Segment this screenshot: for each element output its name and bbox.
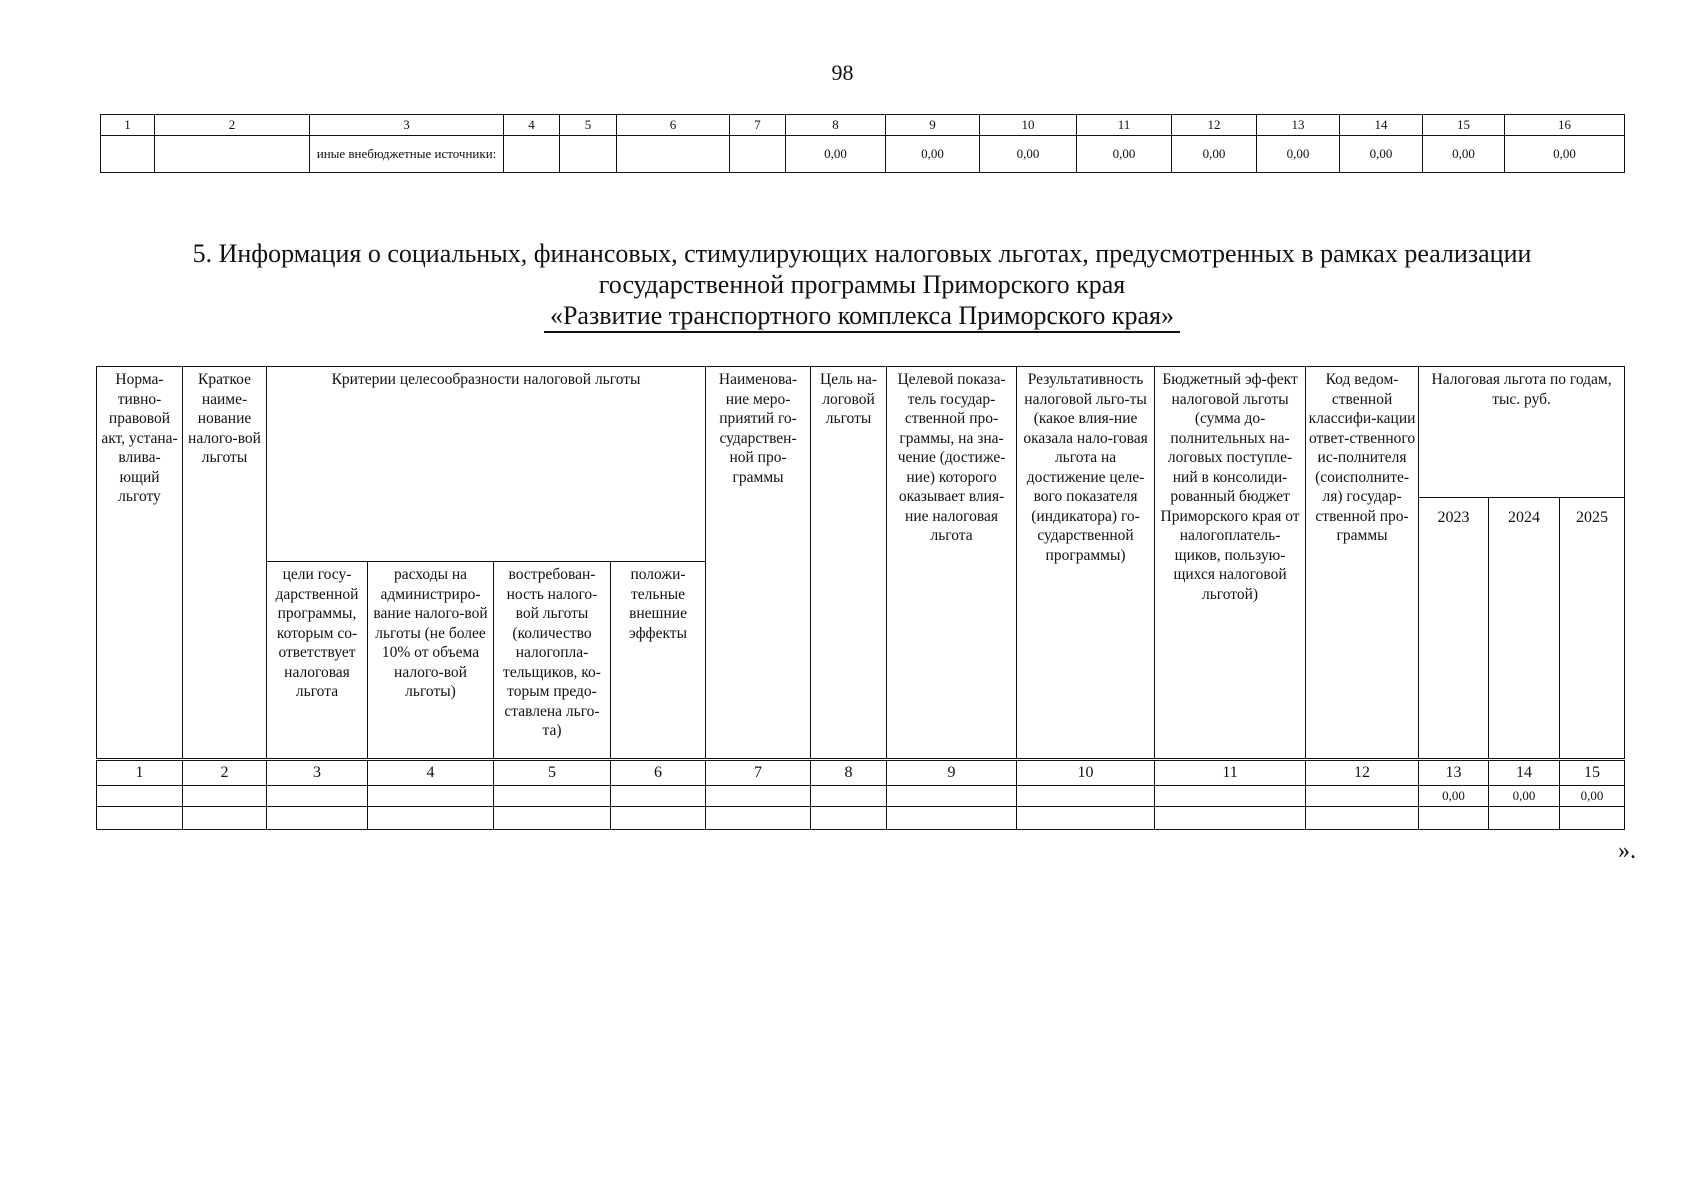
table-row (97, 807, 1625, 830)
empty-cell (97, 786, 183, 807)
col-num: 13 (1257, 115, 1340, 136)
column-number-row (101, 115, 1625, 136)
header-budget-effect: Бюджетный эф-фект налоговой льготы (сумма до-полнительных на-логовых поступле-ний в консолиди-рованный бюджет Приморского края от налогоплатель-щиков, пользую-щихся налоговой льготой) (1155, 367, 1306, 760)
header-year: 2025 (1560, 498, 1625, 760)
col-num: 13 (1419, 760, 1489, 786)
col-num: 15 (1560, 760, 1625, 786)
header-benefit-name: Краткое наиме-нование налого-вой льготы (183, 367, 267, 760)
col-num: 6 (617, 115, 730, 136)
col-num: 4 (368, 760, 494, 786)
source-label: иные внебюджетные источники: (310, 136, 504, 173)
header-row-1 (97, 367, 1625, 498)
col-num: 1 (101, 115, 155, 136)
column-number-row (97, 760, 1625, 786)
empty-cell (494, 786, 611, 807)
header-program-activities: Наименова-ние меро-приятий го-сударствен-ной про-граммы (706, 367, 811, 760)
heading-line-2: государственной программы Приморского края (598, 270, 1126, 299)
value-cell: 0,00 (1340, 136, 1423, 173)
header-demand: востребован-ность налого-вой льготы (количество налогопла-тельщиков, ко-торым предо-ставлена льго-та) (494, 562, 611, 760)
header-years-group: Налоговая льгота по годам, тыс. руб. (1419, 367, 1625, 498)
empty-cell (1017, 786, 1155, 807)
col-num: 14 (1489, 760, 1560, 786)
empty-cell (494, 807, 611, 830)
empty-cell (1306, 807, 1419, 830)
col-num: 2 (155, 115, 310, 136)
value-cell: 0,00 (1172, 136, 1257, 173)
empty-cell (1155, 807, 1306, 830)
empty-cell (183, 807, 267, 830)
col-num: 12 (1306, 760, 1419, 786)
value-cell: 0,00 (1423, 136, 1505, 173)
col-num: 14 (1340, 115, 1423, 136)
col-num: 1 (97, 760, 183, 786)
header-department-code: Код ведом-ственной классифи-кации ответ-ственного ис-полнителя (соисполните-ля) государ-ственной про-граммы (1306, 367, 1419, 760)
header-external-effects: положи-тельные внешние эффекты (611, 562, 706, 760)
empty-cell (368, 807, 494, 830)
heading-line-1: 5. Информация о социальных, финансовых, стимулирующих налоговых льготах, предусмотренных в рамках реализации (192, 239, 1532, 268)
col-num: 5 (494, 760, 611, 786)
value-cell: 0,00 (1560, 786, 1625, 807)
empty-cell (617, 136, 730, 173)
empty-cell (887, 807, 1017, 830)
page-number: 98 (831, 60, 854, 85)
col-num: 2 (183, 760, 267, 786)
empty-cell (368, 786, 494, 807)
header-year: 2023 (1419, 498, 1489, 760)
value-cell: 0,00 (786, 136, 886, 173)
empty-cell (811, 786, 887, 807)
col-num: 11 (1155, 760, 1306, 786)
col-num: 4 (504, 115, 560, 136)
value-cell: 0,00 (980, 136, 1077, 173)
value-cell: 0,00 (1419, 786, 1489, 807)
value-cell: 0,00 (886, 136, 980, 173)
header-normative-act: Норма-тивно-правовой акт, устана-влива-ющий льготу (97, 367, 183, 760)
closing-quote-mark: ». (1618, 838, 1636, 864)
header-effectiveness: Результативность налоговой льго-ты (какое влия-ние оказала нало-говая льгота на достижение целе-вого показателя (индикатора) го-сударственной программы) (1017, 367, 1155, 760)
col-num: 11 (1077, 115, 1172, 136)
col-num: 16 (1505, 115, 1625, 136)
header-target-indicator: Целевой показа-тель государ-ственной про-граммы, на зна-чение (достиже-ние) которого оказывает влия-ние налоговая льгота (887, 367, 1017, 760)
empty-cell (1155, 786, 1306, 807)
empty-cell (1560, 807, 1625, 830)
empty-cell (811, 807, 887, 830)
col-num: 12 (1172, 115, 1257, 136)
empty-cell (1489, 807, 1560, 830)
empty-cell (706, 786, 811, 807)
section-heading (100, 238, 1624, 333)
header-year: 2024 (1489, 498, 1560, 760)
empty-cell (560, 136, 617, 173)
col-num: 8 (786, 115, 886, 136)
col-num: 3 (267, 760, 368, 786)
table-row (97, 786, 1625, 807)
col-num: 9 (887, 760, 1017, 786)
value-cell: 0,00 (1489, 786, 1560, 807)
heading-program-title: «Развитие транспортного комплекса Приморского края» (544, 300, 1180, 333)
empty-cell (267, 786, 368, 807)
empty-cell (155, 136, 310, 173)
col-num: 8 (811, 760, 887, 786)
col-num: 7 (730, 115, 786, 136)
header-program-goals: цели госу-дарственной программы, которым со-ответствует налоговая льгота (267, 562, 368, 760)
empty-cell (887, 786, 1017, 807)
empty-cell (1419, 807, 1489, 830)
col-num: 5 (560, 115, 617, 136)
empty-cell (267, 807, 368, 830)
col-num: 9 (886, 115, 980, 136)
empty-cell (97, 807, 183, 830)
empty-cell (504, 136, 560, 173)
value-cell: 0,00 (1257, 136, 1340, 173)
empty-cell (1306, 786, 1419, 807)
col-num: 3 (310, 115, 504, 136)
value-cell: 0,00 (1077, 136, 1172, 173)
col-num: 15 (1423, 115, 1505, 136)
empty-cell (1017, 807, 1155, 830)
empty-cell (706, 807, 811, 830)
col-num: 6 (611, 760, 706, 786)
header-criteria-group: Критерии целесообразности налоговой льготы (267, 367, 706, 562)
empty-cell (730, 136, 786, 173)
table-row (101, 136, 1625, 173)
header-admin-costs: расходы на администриро-вание налого-вой льготы (не более 10% от объема налого-вой льготы) (368, 562, 494, 760)
budget-sources-table (100, 114, 1625, 173)
header-benefit-goal: Цель на-логовой льготы (811, 367, 887, 760)
col-num: 10 (1017, 760, 1155, 786)
col-num: 7 (706, 760, 811, 786)
tax-benefit-table (96, 366, 1625, 830)
empty-cell (101, 136, 155, 173)
empty-cell (611, 807, 706, 830)
empty-cell (183, 786, 267, 807)
value-cell: 0,00 (1505, 136, 1625, 173)
empty-cell (611, 786, 706, 807)
col-num: 10 (980, 115, 1077, 136)
